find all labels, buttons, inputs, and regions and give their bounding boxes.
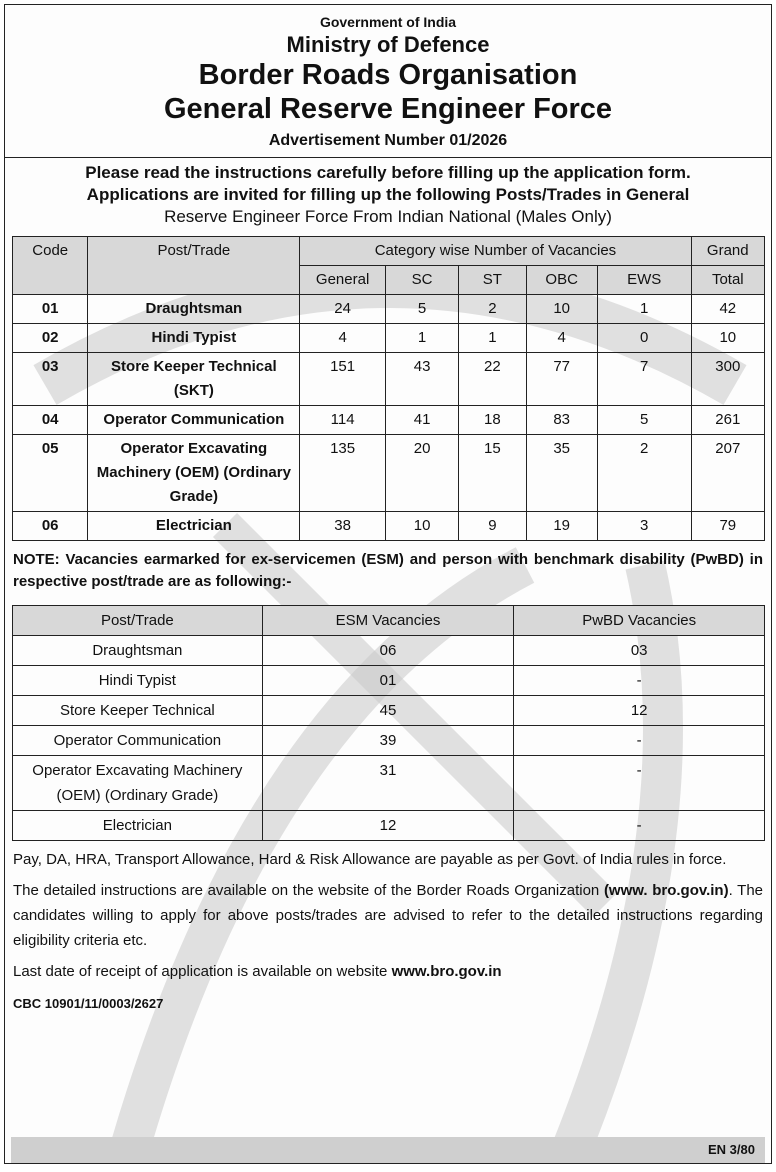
header-grand: Grand <box>691 237 764 266</box>
table-row <box>13 756 765 811</box>
header-category: Category wise Number of Vacancies <box>300 237 691 266</box>
row-sc: 41 <box>385 406 458 435</box>
esm-header-pwbd: PwBD Vacancies <box>514 606 765 636</box>
row-code: 01 <box>13 295 88 324</box>
table-row <box>13 324 765 353</box>
row-sc: 20 <box>385 435 458 512</box>
header <box>5 5 771 154</box>
last-date-text: Last date of receipt of application is available on website <box>13 963 392 980</box>
esm-row-pwbd: 12 <box>514 696 765 726</box>
esm-row-esm: 31 <box>262 756 514 811</box>
row-general: 38 <box>300 512 386 541</box>
row-post: Store Keeper Technical (SKT) <box>88 353 300 406</box>
esm-header-post: Post/Trade <box>13 606 263 636</box>
row-total: 261 <box>691 406 764 435</box>
row-obc: 10 <box>526 295 597 324</box>
invitation-rest: Reserve Engineer Force From Indian National (Males Only) <box>164 207 612 226</box>
row-st: 1 <box>459 324 526 353</box>
row-total: 79 <box>691 512 764 541</box>
row-obc: 4 <box>526 324 597 353</box>
esm-row-post: Operator Excavating Machinery (OEM) (Ordinary Grade) <box>13 756 263 811</box>
header-ews: EWS <box>597 266 691 295</box>
row-general: 114 <box>300 406 386 435</box>
header-code: Code <box>13 237 88 295</box>
row-sc: 10 <box>385 512 458 541</box>
table-row <box>13 811 765 841</box>
ministry-label: Ministry of Defence <box>286 32 490 57</box>
footer-code: EN 3/80 <box>708 1142 755 1157</box>
row-general: 4 <box>300 324 386 353</box>
row-ews: 1 <box>597 295 691 324</box>
esm-header-esm: ESM Vacancies <box>262 606 514 636</box>
table-row <box>13 406 765 435</box>
table-row <box>13 512 765 541</box>
row-post: Draughtsman <box>88 295 300 324</box>
row-st: 9 <box>459 512 526 541</box>
row-ews: 5 <box>597 406 691 435</box>
row-general: 24 <box>300 295 386 324</box>
pay-paragraph: Pay, DA, HRA, Transport Allowance, Hard & Risk Allowance are payable as per Govt. of India rules in force. <box>13 851 727 868</box>
row-code: 05 <box>13 435 88 512</box>
table-row <box>13 295 765 324</box>
details-text-2: . The candidates willing to apply for above posts/trades are advised to refer to the detailed instructions regarding eligibility criteria etc. <box>13 882 763 949</box>
row-total: 300 <box>691 353 764 406</box>
row-code: 03 <box>13 353 88 406</box>
esm-row-esm: 45 <box>262 696 514 726</box>
row-total: 207 <box>691 435 764 512</box>
row-ews: 2 <box>597 435 691 512</box>
row-ews: 0 <box>597 324 691 353</box>
row-ews: 3 <box>597 512 691 541</box>
row-code: 02 <box>13 324 88 353</box>
row-obc: 35 <box>526 435 597 512</box>
table-row <box>13 696 765 726</box>
header-obc: OBC <box>526 266 597 295</box>
header-general: General <box>300 266 386 295</box>
row-post: Hindi Typist <box>88 324 300 353</box>
table-row <box>13 636 765 666</box>
cbc-code: CBC 10901/11/0003/2627 <box>13 996 164 1011</box>
instruction-text: Please read the instructions carefully before filling up the application form. <box>85 163 691 182</box>
row-total: 10 <box>691 324 764 353</box>
esm-row-post: Store Keeper Technical <box>13 696 263 726</box>
esm-row-esm: 06 <box>262 636 514 666</box>
row-obc: 83 <box>526 406 597 435</box>
row-st: 15 <box>459 435 526 512</box>
table-row <box>13 353 765 406</box>
row-general: 151 <box>300 353 386 406</box>
esm-row-pwbd: - <box>514 811 765 841</box>
esm-row-pwbd: 03 <box>514 636 765 666</box>
row-post: Operator Excavating Machinery (OEM) (Ordinary Grade) <box>88 435 300 512</box>
row-obc: 19 <box>526 512 597 541</box>
esm-row-pwbd: - <box>514 666 765 696</box>
header-post: Post/Trade <box>88 237 300 295</box>
details-paragraph <box>13 878 763 953</box>
vacancy-table <box>12 236 765 541</box>
row-st: 18 <box>459 406 526 435</box>
esm-row-post: Electrician <box>13 811 263 841</box>
row-post: Electrician <box>88 512 300 541</box>
esm-row-esm: 39 <box>262 726 514 756</box>
table-row <box>13 666 765 696</box>
force-title: General Reserve Engineer Force <box>163 93 613 125</box>
esm-row-esm: 01 <box>262 666 514 696</box>
row-post: Operator Communication <box>88 406 300 435</box>
esm-row-esm: 12 <box>262 811 514 841</box>
row-sc: 43 <box>385 353 458 406</box>
row-sc: 1 <box>385 324 458 353</box>
esm-row-post: Draughtsman <box>13 636 263 666</box>
esm-pwbd-table <box>12 605 765 841</box>
row-ews: 7 <box>597 353 691 406</box>
table-row <box>13 435 765 512</box>
details-link[interactable]: (www. bro.gov.in) <box>603 882 729 899</box>
header-sc: SC <box>385 266 458 295</box>
row-st: 22 <box>459 353 526 406</box>
footer-bar <box>11 1137 765 1163</box>
row-total: 42 <box>691 295 764 324</box>
esm-row-post: Hindi Typist <box>13 666 263 696</box>
header-total: Total <box>691 266 764 295</box>
details-text-1: The detailed instructions are available on the website of the Border Roads Organization <box>13 882 604 899</box>
esm-row-post: Operator Communication <box>13 726 263 756</box>
row-obc: 77 <box>526 353 597 406</box>
invitation-text <box>5 184 771 228</box>
note-text: NOTE: Vacancies earmarked for ex-servicemen (ESM) and person with benchmark disability (PwBD) in respective post/trade are as following:- <box>13 551 763 590</box>
advertisement-page <box>4 4 772 1164</box>
government-label: Government of India <box>319 14 457 30</box>
row-code: 06 <box>13 512 88 541</box>
row-st: 2 <box>459 295 526 324</box>
esm-row-pwbd: - <box>514 726 765 756</box>
last-date-paragraph <box>13 959 763 984</box>
table-row <box>13 726 765 756</box>
row-code: 04 <box>13 406 88 435</box>
row-general: 135 <box>300 435 386 512</box>
invitation-bold: Applications are invited for filling up the following Posts/Trades in General <box>86 185 690 204</box>
esm-row-pwbd: - <box>514 756 765 811</box>
organisation-title: Border Roads Organisation <box>198 59 578 91</box>
header-divider <box>5 157 771 158</box>
advertisement-number: Advertisement Number 01/2026 <box>268 132 508 149</box>
row-sc: 5 <box>385 295 458 324</box>
header-st: ST <box>459 266 526 295</box>
website-link[interactable]: www.bro.gov.in <box>391 963 502 980</box>
